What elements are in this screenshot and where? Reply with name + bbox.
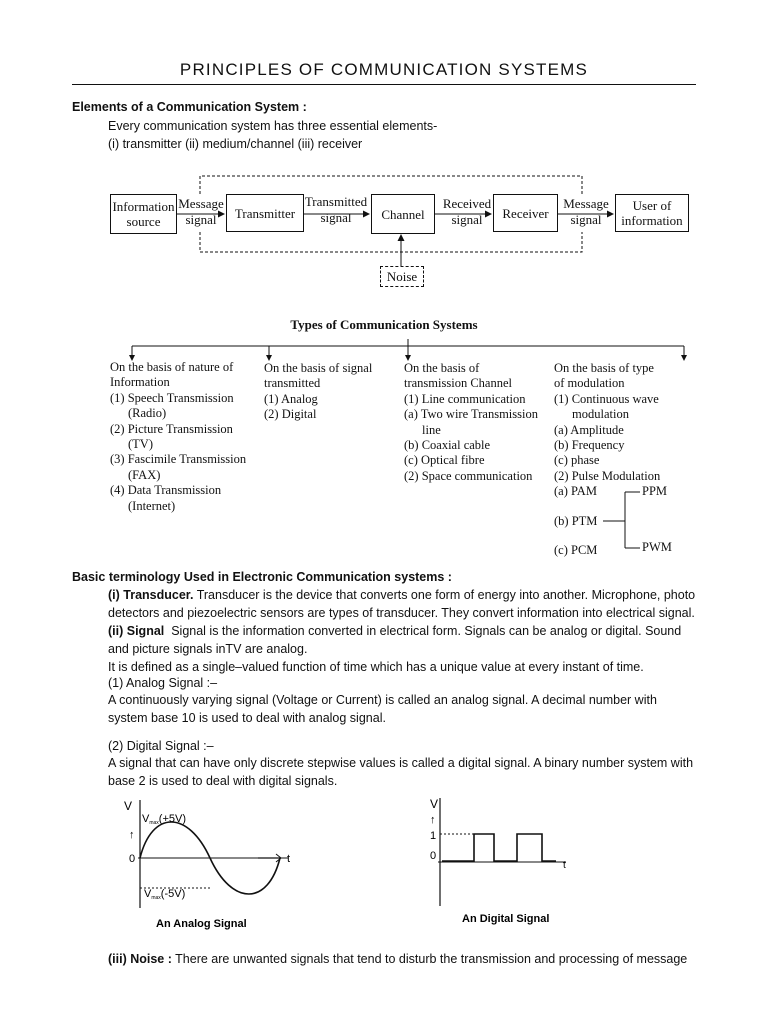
- digital-caption: An Digital Signal: [462, 913, 550, 925]
- digital-t-label: t: [563, 860, 566, 871]
- digital-square-wave: [442, 834, 556, 861]
- signal-paragraph: (ii) Signal Signal is the information converted in electrical form. Signals can be analog or digital. Sound and picture signals inTV are analog.: [108, 624, 682, 656]
- channel-box: Channel: [371, 194, 435, 234]
- types-column-signal-transmitted: On the basis of signal transmitted (1) Analog (2) Digital: [264, 361, 373, 422]
- digital-one-label: 1: [430, 830, 437, 842]
- digital-signal-paragraph: A signal that can have only discrete stepwise values is called a digital signal. A binary number system with base 2 is used to deal with digital signals.: [108, 756, 694, 788]
- analog-caption: An Analog Signal: [156, 918, 247, 930]
- terminology-heading: Basic terminology Used in Electronic Communication systems :: [72, 570, 452, 584]
- pulse-ptm: (b) PTM: [554, 514, 598, 528]
- elements-line-2: (i) transmitter (ii) medium/channel (iii) receiver: [108, 137, 363, 151]
- analog-vmax-label: Vmax(+5V): [142, 813, 187, 826]
- information-source-box: Information source: [110, 194, 177, 234]
- transmitted-signal-label: Transmitted signal: [304, 194, 368, 225]
- received-signal-label: Received signal: [442, 196, 492, 227]
- analog-t-label: t: [287, 853, 291, 865]
- digital-signal-graph: [420, 790, 590, 940]
- types-column-nature-of-information: On the basis of nature of Information (1) Speech Transmission (Radio) (2) Picture Transmission (TV) (3) Fascimile Transmission (FAX) (4) Data Transmission (Internet): [110, 360, 247, 513]
- transmitter-box: Transmitter: [226, 194, 304, 232]
- message-signal-label-2: Message signal: [563, 196, 609, 227]
- analog-v-label: V: [124, 799, 133, 813]
- digital-zero-label: 0: [430, 850, 437, 862]
- digital-up-arrow: ↑: [430, 814, 436, 826]
- types-column-type-of-modulation: On the basis of type of modulation (1) Continuous wave modulation (a) Amplitude (b) Frequency (c) phase (2) Pulse Modulation: [554, 361, 661, 483]
- receiver-box: Receiver: [493, 194, 558, 232]
- pulse-ppm: PPM: [642, 484, 668, 498]
- elements-line-1: Every communication system has three essential elements-: [108, 119, 438, 133]
- page-title: PRINCIPLES OF COMMUNICATION SYSTEMS: [179, 60, 589, 79]
- elements-heading: Elements of a Communication System :: [72, 100, 307, 114]
- noise-box: Noise: [380, 266, 424, 287]
- pulse-pcm: (c) PCM: [554, 543, 598, 557]
- types-title: Types of Communication Systems: [290, 317, 478, 332]
- pulse-pam: (a) PAM: [554, 484, 597, 498]
- transducer-paragraph: (i) Transducer. Transducer is the device that converts one form of energy into another. Microphone, photo detectors and piezoelectric sensors are types of transducer. They convert information into electrical signal.: [108, 588, 696, 620]
- signal-definition: It is defined as a single–valued function of time which has a unique value at every instant of time.: [108, 660, 644, 674]
- pulse-pwm: PWM: [642, 540, 672, 554]
- analog-signal-graph: [100, 790, 330, 950]
- analog-up-arrow: ↑: [129, 829, 135, 841]
- analog-vmin-label: Vmax(-5V): [144, 888, 186, 901]
- message-signal-label-1: Message signal: [178, 196, 224, 227]
- analog-signal-heading: (1) Analog Signal :–: [108, 676, 218, 690]
- analog-zero-label: 0: [129, 853, 136, 865]
- types-column-transmission-channel: On the basis of transmission Channel (1) Line communication (a) Two wire Transmission line (b) Coaxial cable (c) Optical fibre (2) Space communication: [404, 361, 538, 483]
- digital-signal-heading: (2) Digital Signal :–: [108, 739, 214, 753]
- noise-paragraph: (iii) Noise : There are unwanted signals that tend to disturb the transmission and processing of message: [108, 952, 688, 966]
- user-of-information-box: User of information: [615, 194, 689, 232]
- digital-v-label: V: [430, 797, 439, 811]
- analog-signal-paragraph: A continuously varying signal (Voltage or Current) is called an analog signal. A decimal number with system base 10 is used to deal with analog signal.: [108, 693, 657, 725]
